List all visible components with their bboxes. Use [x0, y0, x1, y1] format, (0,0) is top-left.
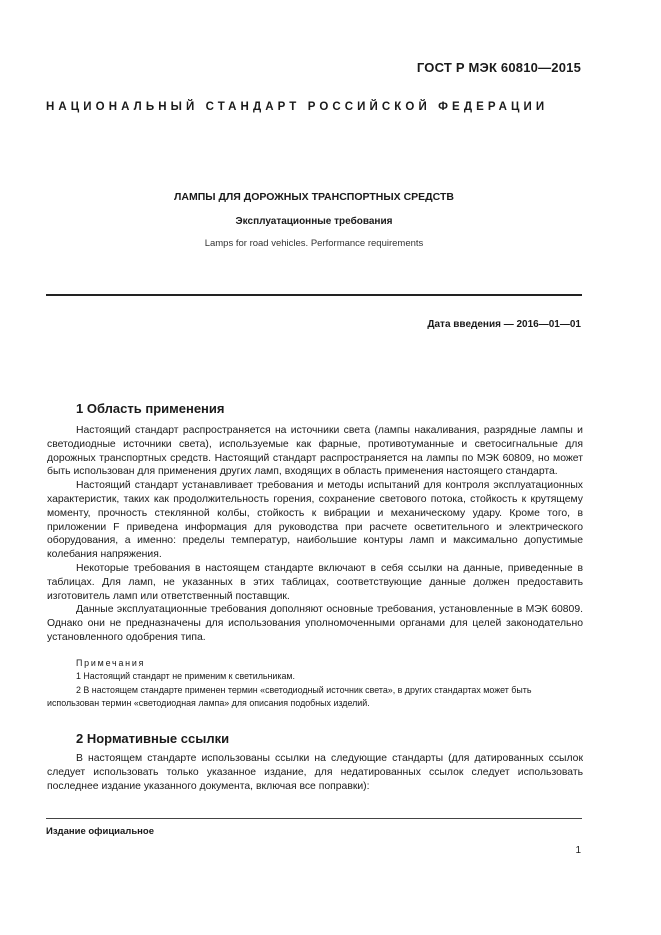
- introduction-date: Дата введения — 2016—01—01: [427, 319, 581, 330]
- english-title: Lamps for road vehicles. Performance requirements: [204, 238, 424, 249]
- edition-label: Издание официальное: [46, 826, 154, 837]
- section-2-heading: 2 Нормативные ссылки: [76, 731, 230, 746]
- document-subtitle: Эксплуатационные требования: [235, 216, 393, 227]
- section-2-paragraph: В настоящем стандарте использованы ссылки на следующие стандарты (для датированных ссылок следует использовать только указанное издание, для недатированных ссылок следует использовать последнее издание указанного документа, включая все поправки):: [47, 753, 583, 792]
- notes-title: Примечания: [76, 658, 146, 668]
- standard-code: ГОСТ Р МЭК 60810—2015: [416, 60, 581, 75]
- document-title: ЛАМПЫ ДЛЯ ДОРОЖНЫХ ТРАНСПОРТНЫХ СРЕДСТВ: [174, 191, 454, 203]
- section-1-paragraph: Настоящий стандарт устанавливает требования и методы испытаний для контроля эксплуатационных характеристик, таких как продолжительность горения, сохранение светового потока, стойкость к крутящему моменту, прочность стеклянной колбы, стойкость к вибрации и механическому удару. Кроме того, в приложении F приведена информация для руководства при расчете осветительного и электрического оборудования, а именно: пределы температур, наибольшие контуры ламп и максимально допустимые колебания напряжения.: [47, 480, 583, 561]
- page-number: 1: [575, 845, 581, 856]
- section-1-heading: 1 Область применения: [76, 401, 225, 416]
- note-item-continuation: использован термин «светодиодная лампа» для описания подобных изделий.: [47, 697, 370, 708]
- section-1-paragraph: Настоящий стандарт распространяется на источники света (лампы накаливания, разрядные лампы и светодиодные источники света), используемые как фарные, противотуманные и светосигнальные для дорожных транспортных средств. Настоящий стандарт распространяется на лампы по МЭК 60809, но может быть использован для применения других ламп, входящих в область применения настоящего стандарта.: [47, 425, 583, 478]
- notes-block: [47, 657, 583, 710]
- note-item: 1 Настоящий стандарт не применим к светильникам.: [76, 671, 295, 682]
- note-item: 2 В настоящем стандарте применен термин «светодиодный источник света», в других стандартах может быть: [76, 684, 532, 695]
- title-divider: [46, 294, 582, 296]
- section-2-body: [47, 752, 583, 793]
- section-1-body: [47, 424, 583, 645]
- section-1-paragraph: Некоторые требования в настоящем стандарте включают в себя ссылки на данные, приведенные в таблицах. Для ламп, не указанных в этих таблицах, соответствующие данные должен предоставить изготовитель ламп или ответственный поставщик.: [47, 562, 583, 602]
- national-standard-banner: НАЦИОНАЛЬНЫЙ СТАНДАРТ РОССИЙСКОЙ ФЕДЕРАЦИИ: [46, 101, 549, 113]
- section-1-paragraph: Данные эксплуатационные требования дополняют основные требования, установленные в МЭК 60809. Однако они не предназначены для использования уполномоченными органами для целей законодательно установленного одобрения типа.: [47, 604, 583, 643]
- footer-divider: [46, 818, 582, 819]
